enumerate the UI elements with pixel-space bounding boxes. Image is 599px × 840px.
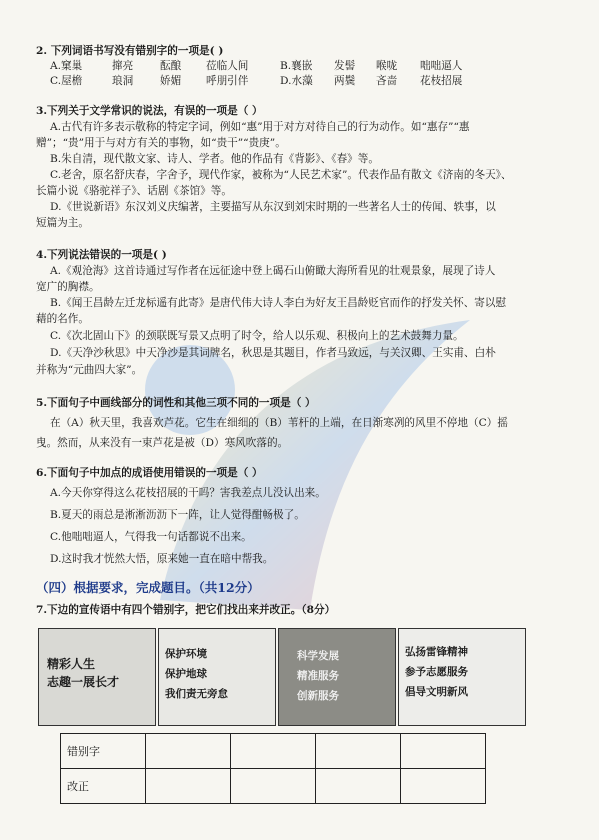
poster-text: 保护地球 — [165, 668, 207, 680]
q3-line: A.古代有许多表示敬称的特定字词，例如“惠”用于对方对待自己的行为动作。如“惠存”“惠 — [50, 121, 470, 133]
table-header-cell: 改正 — [61, 769, 146, 804]
q6-line: B.夏天的雨总是淅淅沥沥下一阵，让人觉得酣畅极了。 — [50, 509, 305, 521]
q5-stem: 5.下面句子中画线部分的词性和其他三项不同的一项是（ ） — [36, 397, 316, 409]
q2-word: 发髻 — [334, 60, 356, 72]
poster-text: 参予志愿服务 — [405, 666, 468, 678]
section-heading: （四）根据要求，完成题目。（共12分） — [36, 580, 260, 595]
q7-stem: 7.下边的宣传语中有四个错别字，把它们找出来并改正。（8分） — [36, 604, 336, 616]
table-row — [61, 769, 486, 804]
answer-cell[interactable] — [401, 769, 486, 804]
poster-2 — [158, 628, 276, 726]
q6-line: D.这时我才恍然大悟，原来她一直在暗中帮我。 — [50, 553, 274, 565]
answer-table — [60, 733, 486, 804]
q2-word: 咄咄逼人 — [420, 60, 463, 72]
q4-line: 宽广的胸襟。 — [36, 281, 100, 293]
poster-text: 保护环境 — [165, 648, 207, 660]
q2-word: 喉咙 — [376, 60, 398, 72]
q4-line: 并称为“元曲四大家”。 — [36, 364, 143, 376]
answer-cell[interactable] — [146, 769, 231, 804]
q4-line: C.《次北固山下》的颈联既写景又点明了时令，给人以乐观、积极向上的艺术鼓舞力量。 — [50, 330, 464, 342]
poster-text: 我们责无旁怠 — [165, 688, 228, 700]
q2-word: D.水藻 — [280, 75, 313, 87]
q3-line: 短篇为主。 — [36, 217, 89, 229]
poster-4 — [398, 628, 526, 726]
q4-line: 藉的名作。 — [36, 313, 89, 325]
q2-word: 娇媚 — [160, 75, 182, 87]
poster-1 — [38, 628, 156, 726]
poster-text: 科学发展 — [297, 650, 339, 662]
poster-text: 志趣一展长才 — [47, 675, 120, 689]
poster-text: 精彩人生 — [47, 657, 96, 671]
q2-row-2 — [50, 74, 462, 88]
q3-line: 长篇小说《骆驼祥子》、话剧《茶馆》等。 — [36, 185, 232, 197]
answer-cell[interactable] — [401, 734, 486, 769]
q2-word: 呼朋引伴 — [206, 75, 249, 87]
q6-line: C.他咄咄逼人，气得我一句话都说不出来。 — [50, 531, 252, 543]
q4-line: B.《闻王昌龄左迁龙标遥有此寄》是唐代伟大诗人李白为好友王昌龄贬官而作的抒发关怀、寄以慰 — [50, 297, 507, 309]
poster-text: 弘扬雷锋精神 — [405, 646, 468, 658]
q6-stem: 6.下面句子中加点的成语使用错误的一项是（ ） — [36, 467, 263, 479]
q2-word: 琅洞 — [112, 75, 134, 87]
q2-row-1 — [50, 59, 462, 73]
poster-text: 精准服务 — [297, 670, 339, 682]
q2-stem: 2. 下列词语书写没有错别字的一项是( ) — [36, 45, 224, 57]
q2-word: 撺亮 — [112, 60, 134, 72]
q2-word: 两鬓 — [334, 75, 356, 87]
poster-text: 倡导文明新风 — [405, 686, 468, 698]
q5-line: 曳。然而，从来没有一束芦花是被（D）寒风吹落的。 — [36, 437, 289, 449]
poster-text: 创新服务 — [297, 690, 339, 702]
q2-word: 酝酿 — [160, 60, 182, 72]
answer-cell[interactable] — [316, 769, 401, 804]
q2-word: C.屋檐 — [50, 75, 83, 87]
q4-line: D.《天净沙秋思》中天净沙是其词牌名，秋思是其题目，作者马致远，与关汉卿、王实甫、白朴 — [50, 347, 496, 359]
q2-word: A.窠巢 — [50, 60, 83, 72]
q4-stem: 4.下列说法错误的一项是( ) — [36, 249, 167, 261]
q3-line: C.老舍，原名舒庆春，字舍予，现代作家，被称为“人民艺术家”。代表作品有散文《济南的冬天》、 — [50, 169, 512, 181]
q6-line: A.今天你穿得这么花枝招展的干吗？害我差点儿没认出来。 — [50, 487, 326, 499]
q3-stem: 3.下列关于文学常识的说法，有误的一项是（ ） — [36, 105, 263, 117]
table-row — [61, 734, 486, 769]
answer-cell[interactable] — [231, 769, 316, 804]
table-header-cell: 错别字 — [61, 734, 146, 769]
answer-cell[interactable] — [146, 734, 231, 769]
q4-line: A.《观沧海》这首诗通过写作者在远征途中登上碣石山俯瞰大海所看见的壮观景象，展现了诗人 — [50, 265, 496, 277]
answer-cell[interactable] — [316, 734, 401, 769]
q2-word: 吝啬 — [376, 75, 398, 87]
q2-word: 莅临人间 — [206, 60, 249, 72]
q3-line: B.朱自清，现代散文家、诗人、学者。他的作品有《背影》、《春》等。 — [50, 153, 379, 165]
q2-word: 花枝招展 — [420, 75, 463, 87]
q2-word: B.襄嵌 — [280, 60, 313, 72]
answer-cell[interactable] — [231, 734, 316, 769]
q3-line: 赠”；“贵”用于与对方有关的事物，如“贵干”“贵庚”。 — [36, 137, 286, 149]
poster-3 — [278, 628, 396, 726]
q5-line: 在（A）秋天里，我喜欢芦花。它生在细细的（B）苇杆的上端，在日渐寒冽的风里不停地（C）摇 — [50, 417, 508, 429]
q3-line: D.《世说新语》东汉刘义庆编著，主要描写从东汉到刘宋时期的一些著名人士的传闻、轶事，以 — [50, 201, 496, 213]
